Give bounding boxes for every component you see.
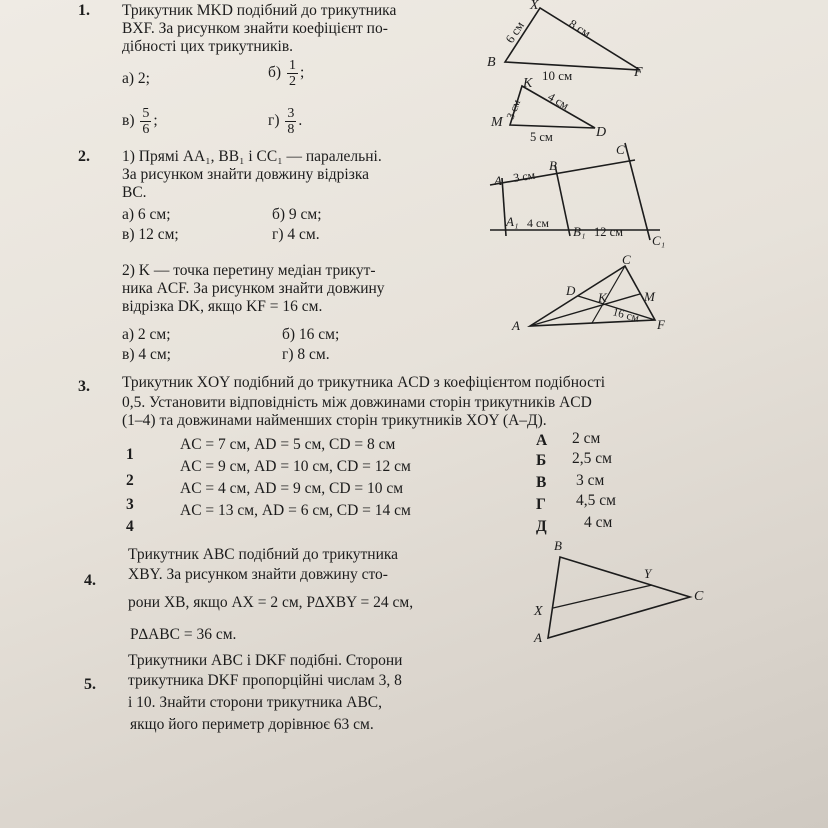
label-b1: B₁ xyxy=(573,224,586,239)
problem-2-line-2: За рисунком знайти довжину відрізка xyxy=(122,166,370,183)
option-1a: а) 2; xyxy=(122,70,150,87)
label-bf: 10 см xyxy=(542,68,573,83)
answer-letter: Г xyxy=(536,496,546,513)
option-1b: б) $\frac{1}{2}$ ; xyxy=(268,58,305,89)
label-a-3: A xyxy=(534,630,542,645)
row-number: 2 xyxy=(126,472,134,489)
row-text: AC = 9 см, AD = 10 см, CD = 12 см xyxy=(180,458,411,475)
label-x-2: X xyxy=(534,604,543,619)
label-ab: 3 см xyxy=(512,167,537,185)
problem-2-2-line-1: 2) K — точка перетину медіан трикут- xyxy=(122,262,376,279)
label-x: X xyxy=(530,0,539,13)
label-xf: 8 см xyxy=(566,16,594,41)
label-d: D xyxy=(596,125,607,140)
option-1d: г) $\frac{3}{8}$ . xyxy=(268,106,303,137)
problem-3-line-1: Трикутник XOY подібний до трикутника ACD з коефіцієнтом подібності xyxy=(122,374,606,391)
problem-2-2-line-3: відрізка DK, якщо KF = 16 см. xyxy=(122,298,323,315)
label-kf: 16 см xyxy=(611,306,641,325)
label-a: A xyxy=(494,173,502,188)
label-b-3: B xyxy=(554,538,562,553)
label-c-2: C xyxy=(622,252,631,267)
label-d-2: D xyxy=(566,283,576,298)
problem-4-line-1: Трикутник ABC подібний до трикутника xyxy=(128,546,399,563)
answer-letter: Д xyxy=(536,518,547,535)
answer-value: 3 см xyxy=(576,472,605,489)
answer-value: 2,5 см xyxy=(572,450,612,467)
label-a1b1: 4 см xyxy=(527,216,549,230)
label-b-2: B xyxy=(549,158,557,173)
option-2-2b: б) 16 см; xyxy=(282,326,340,343)
label-mk: 3 см xyxy=(504,97,524,122)
label-y: Y xyxy=(644,566,652,581)
problem-1-line-1: Трикутник MKD подібний до трикутника xyxy=(122,2,397,19)
answer-letter: Б xyxy=(536,452,547,469)
option-2-2c: в) 4 см; xyxy=(122,346,171,363)
problem-4-number: 4. xyxy=(84,572,96,589)
answer-value: 4 см xyxy=(584,514,613,531)
problem-5-line-4: якщо його периметр дорівнює 63 см. xyxy=(130,716,374,733)
answer-letter: В xyxy=(536,474,547,491)
problem-4-line-3: рони XB, якщо AX = 2 см, P∆XBY = 24 см, xyxy=(128,594,414,611)
label-m-2: M xyxy=(644,289,655,304)
answer-value: 4,5 см xyxy=(576,492,616,509)
problem-5-line-1: Трикутники ABC і DKF подібні. Сторони xyxy=(128,652,403,669)
option-2a: а) 6 см; xyxy=(122,206,171,223)
label-c: C xyxy=(616,142,625,157)
problem-3-number: 3. xyxy=(78,378,90,395)
problem-1-line-3: дібності цих трикутників. xyxy=(122,38,294,55)
problem-4-line-4: P∆ABC = 36 см. xyxy=(130,626,237,643)
problem-5-line-2: трикутника DKF пропорційні числам 3, 8 xyxy=(128,672,402,689)
answer-value: 2 см xyxy=(572,430,601,447)
option-2c: в) 12 см; xyxy=(122,226,179,243)
label-f: F xyxy=(634,65,643,80)
problem-2-line-3: BC. xyxy=(122,184,147,201)
label-md: 5 см xyxy=(530,130,553,144)
row-number: 3 xyxy=(126,496,134,513)
label-k: K xyxy=(523,76,533,91)
problem-2-line-1: 1) Прямі AA₁, BB₁ і CC₁ — паралельні. xyxy=(122,148,382,165)
label-b1c1: 12 см xyxy=(594,225,624,239)
answer-letter: А xyxy=(536,432,548,449)
label-a1: A₁ xyxy=(506,214,519,229)
label-c-3: C xyxy=(694,589,704,604)
row-number: 1 xyxy=(126,446,134,463)
problem-3-line-3: (1–4) та довжинами найменших сторін трикутників XOY (А–Д). xyxy=(122,412,547,429)
label-b: B xyxy=(487,55,496,70)
problem-2-2-line-2: ника ACF. За рисунком знайти довжину xyxy=(122,280,385,297)
label-bx: 6 см xyxy=(502,18,527,46)
option-1c: в) $\frac{5}{6}$ ; xyxy=(122,106,158,137)
label-f-2: F xyxy=(657,317,665,332)
label-kd: 4 см xyxy=(545,89,572,113)
problem-1-number: 1. xyxy=(78,2,90,19)
problem-4-line-2: XBY. За рисунком знайти довжину сто- xyxy=(128,566,388,583)
problem-1-line-2: BXF. За рисунком знайти коефіцієнт по- xyxy=(122,20,388,37)
row-text: AC = 13 см, AD = 6 см, CD = 14 см xyxy=(180,502,411,519)
row-text: AC = 7 см, AD = 5 см, CD = 8 см xyxy=(180,436,396,453)
label-a-2: A xyxy=(512,318,520,333)
option-2b: б) 9 см; xyxy=(272,206,322,223)
problem-5-line-3: і 10. Знайти сторони трикутника ABC, xyxy=(128,694,383,711)
option-2-2d: г) 8 см. xyxy=(282,346,330,363)
problem-3-line-2: 0,5. Установити відповідність між довжинами сторін трикутників ACD xyxy=(122,394,592,411)
option-2d: г) 4 см. xyxy=(272,226,320,243)
label-m: M xyxy=(491,115,503,130)
problem-2-number: 2. xyxy=(78,148,90,165)
row-number: 4 xyxy=(126,518,134,535)
problem-5-number: 5. xyxy=(84,676,96,693)
label-c1: C₁ xyxy=(652,233,666,248)
row-text: AC = 4 см, AD = 9 см, CD = 10 см xyxy=(180,480,404,497)
option-2-2a: а) 2 см; xyxy=(122,326,171,343)
label-k-2: K xyxy=(598,290,607,305)
